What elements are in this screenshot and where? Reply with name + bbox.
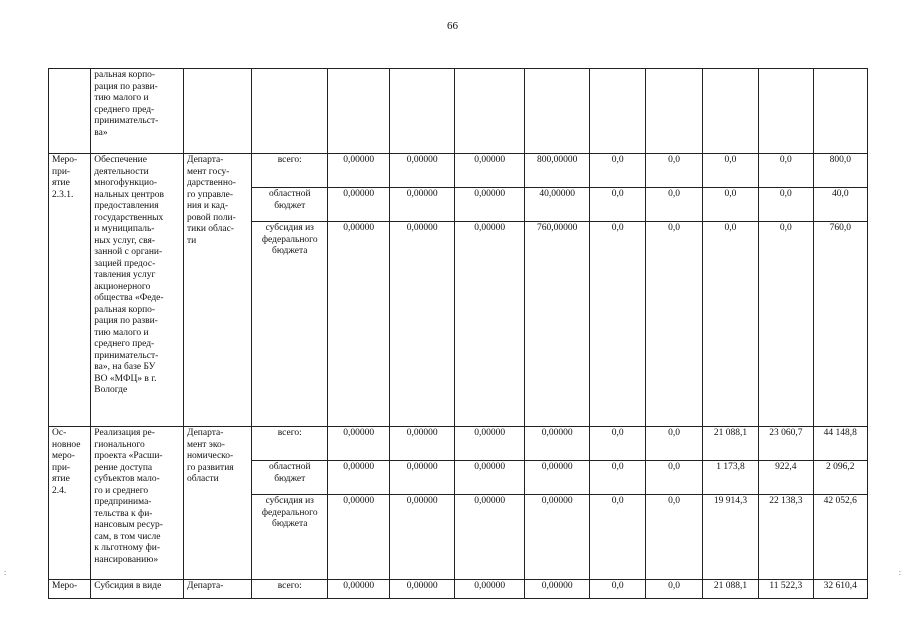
value-cell: 760,00000 bbox=[525, 222, 589, 427]
value-cell: 32 610,4 bbox=[813, 580, 867, 599]
activity-code: Ос- новное меро- при- ятие 2.4. bbox=[49, 427, 91, 580]
funding-source: всего: bbox=[252, 154, 328, 188]
activity-name: Реализация ре- гионального проекта «Расши- рение доступа субъектов мало- го и среднего предпринима- тельства к фи- нансовым ресур- сам, в том числе к льготному фи- нансированию» bbox=[91, 427, 184, 580]
activity-code: Меро- при- ятие 2.3.1. bbox=[49, 154, 91, 427]
budget-table bbox=[48, 68, 868, 599]
value-cell: 11 522,3 bbox=[759, 580, 813, 599]
value-cell: 0,0 bbox=[646, 154, 702, 188]
value-cell: 0,0 bbox=[589, 495, 645, 580]
value-cell: 0,0 bbox=[589, 222, 645, 427]
value-cell: 2 096,2 bbox=[813, 461, 867, 495]
executor: Департа- мент госу- дарственно- го управле- ния и кад- ровой поли- тики облас- ти bbox=[183, 154, 252, 427]
activity-name: Субсидия в виде bbox=[91, 580, 184, 599]
value-cell: 800,00000 bbox=[525, 154, 589, 188]
value-cell: 0,0 bbox=[702, 222, 758, 427]
table-row bbox=[49, 580, 868, 599]
value-cell: 44 148,8 bbox=[813, 427, 867, 461]
value-cell: 0,0 bbox=[759, 222, 813, 427]
empty-cell bbox=[646, 69, 702, 154]
value-cell: 760,0 bbox=[813, 222, 867, 427]
value-cell: 0,00000 bbox=[328, 427, 390, 461]
value-cell: 0,0 bbox=[589, 461, 645, 495]
funding-source: всего: bbox=[252, 427, 328, 461]
value-cell: 0,0 bbox=[646, 461, 702, 495]
empty-cell bbox=[702, 69, 758, 154]
empty-cell bbox=[454, 69, 525, 154]
value-cell: 0,0 bbox=[759, 154, 813, 188]
value-cell: 0,00000 bbox=[525, 580, 589, 599]
value-cell: 0,00000 bbox=[328, 495, 390, 580]
value-cell: 0,0 bbox=[646, 495, 702, 580]
value-cell: 0,00000 bbox=[328, 580, 390, 599]
value-cell: 0,00000 bbox=[328, 461, 390, 495]
code-cell bbox=[49, 69, 91, 154]
value-cell: 0,0 bbox=[702, 188, 758, 222]
value-cell: 0,00000 bbox=[390, 495, 454, 580]
value-cell: 0,0 bbox=[589, 427, 645, 461]
value-cell: 19 914,3 bbox=[702, 495, 758, 580]
activity-name: Обеспечение деятельности многофункцио- нальных центров предоставления государственных и муниципаль- ных услуг, свя- занной с органи- зацией предос- тавления услуг акционерного общества «Феде- ральная корпо- рация по разви- тию малого и среднего пред- принимательст- ва», на базе БУ ВО «МФЦ» в г. Вологде bbox=[91, 154, 184, 427]
value-cell: 23 060,7 bbox=[759, 427, 813, 461]
value-cell: 0,00000 bbox=[525, 427, 589, 461]
value-cell: 0,0 bbox=[589, 580, 645, 599]
empty-cell bbox=[183, 69, 252, 154]
activity-code: Меро- bbox=[49, 580, 91, 599]
funding-source: субсидия из федерального бюджета bbox=[252, 495, 328, 580]
value-cell: 0,00000 bbox=[390, 188, 454, 222]
value-cell: 0,0 bbox=[646, 222, 702, 427]
empty-cell bbox=[390, 69, 454, 154]
value-cell: 0,00000 bbox=[454, 188, 525, 222]
funding-source: субсидия из федерального бюджета bbox=[252, 222, 328, 427]
value-cell: 1 173,8 bbox=[702, 461, 758, 495]
value-cell: 0,0 bbox=[589, 188, 645, 222]
funding-source: областной бюджет bbox=[252, 461, 328, 495]
scan-edge-mark: : bbox=[4, 568, 7, 577]
empty-cell bbox=[328, 69, 390, 154]
table-row bbox=[49, 154, 868, 188]
empty-cell bbox=[759, 69, 813, 154]
value-cell: 40,00000 bbox=[525, 188, 589, 222]
executor: Департа- bbox=[183, 580, 252, 599]
empty-cell bbox=[525, 69, 589, 154]
value-cell: 0,00000 bbox=[454, 427, 525, 461]
value-cell: 0,0 bbox=[589, 154, 645, 188]
value-cell: 0,00000 bbox=[525, 461, 589, 495]
value-cell: 42 052,6 bbox=[813, 495, 867, 580]
value-cell: 0,0 bbox=[646, 427, 702, 461]
value-cell: 0,00000 bbox=[390, 580, 454, 599]
value-cell: 0,00000 bbox=[454, 495, 525, 580]
value-cell: 0,0 bbox=[759, 188, 813, 222]
page-number: 66 bbox=[447, 20, 458, 32]
value-cell: 0,00000 bbox=[454, 580, 525, 599]
value-cell: 0,00000 bbox=[525, 495, 589, 580]
value-cell: 40,0 bbox=[813, 188, 867, 222]
table-row bbox=[49, 427, 868, 461]
value-cell: 22 138,3 bbox=[759, 495, 813, 580]
value-cell: 0,0 bbox=[646, 580, 702, 599]
value-cell: 0,00000 bbox=[454, 222, 525, 427]
value-cell: 0,00000 bbox=[328, 188, 390, 222]
value-cell: 800,0 bbox=[813, 154, 867, 188]
value-cell: 0,00000 bbox=[454, 154, 525, 188]
value-cell: 0,0 bbox=[646, 188, 702, 222]
value-cell: 0,00000 bbox=[390, 427, 454, 461]
empty-cell bbox=[252, 69, 328, 154]
empty-cell bbox=[589, 69, 645, 154]
value-cell: 0,00000 bbox=[328, 222, 390, 427]
value-cell: 922,4 bbox=[759, 461, 813, 495]
value-cell: 21 088,1 bbox=[702, 427, 758, 461]
funding-source: областной бюджет bbox=[252, 188, 328, 222]
value-cell: 0,00000 bbox=[390, 154, 454, 188]
value-cell: 0,0 bbox=[702, 154, 758, 188]
scan-edge-mark: : bbox=[898, 568, 901, 577]
funding-source: всего: bbox=[252, 580, 328, 599]
value-cell: 0,00000 bbox=[328, 154, 390, 188]
value-cell: 0,00000 bbox=[390, 461, 454, 495]
value-cell: 0,00000 bbox=[390, 222, 454, 427]
empty-cell bbox=[813, 69, 867, 154]
executor: Департа- мент эко- номическо- го развития области bbox=[183, 427, 252, 580]
value-cell: 21 088,1 bbox=[702, 580, 758, 599]
name-cell: ральная корпо- рация по разви- тию малого и среднего пред- принимательст- ва» bbox=[91, 69, 184, 154]
table-row-continuation bbox=[49, 69, 868, 154]
value-cell: 0,00000 bbox=[454, 461, 525, 495]
